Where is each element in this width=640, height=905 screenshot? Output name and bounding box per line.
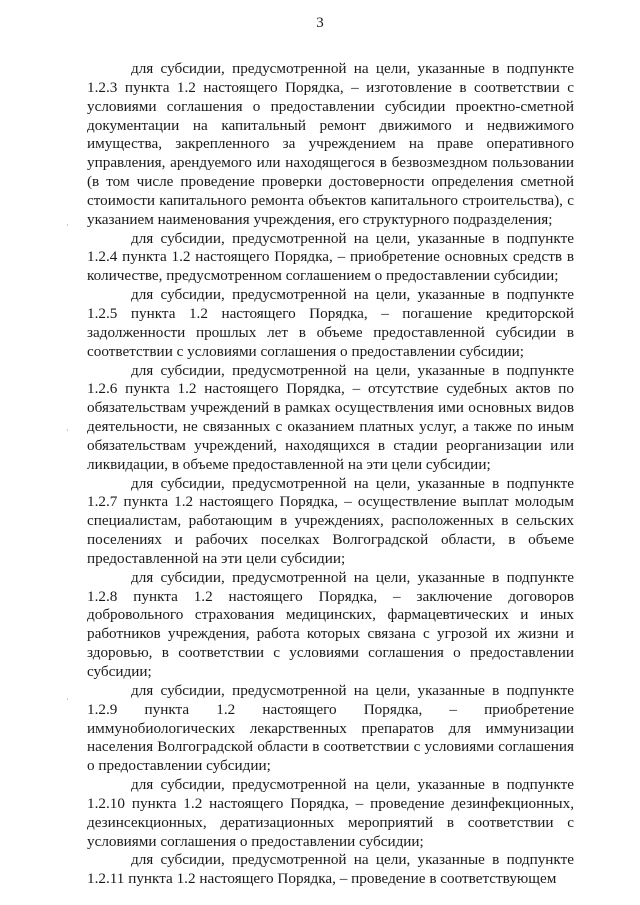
document-body bbox=[87, 60, 574, 889]
paragraph: для субсидии, предусмотренной на цели, указанные в подпункте 1.2.7 пункта 1.2 настоящего Порядка, – осуществление выплат молодым специалистам, работающим в учреждениях, расположенных в сельских поселениях и рабочих поселках Волгоградской области, в объеме предоставленной на эти цели субсидии; bbox=[87, 474, 574, 567]
scan-mark: · bbox=[66, 695, 69, 704]
paragraph: для субсидии, предусмотренной на цели, указанные в подпункте 1.2.5 пункта 1.2 настоящего Порядка, – погашение кредиторской задолженности прошлых лет в объеме предоставленной субсидии в соответствии с условиями соглашения о предоставлении субсидии; bbox=[87, 286, 574, 360]
scan-mark: · bbox=[66, 426, 69, 435]
page-number: 3 bbox=[316, 15, 324, 31]
paragraph: для субсидии, предусмотренной на цели, указанные в подпункте 1.2.6 пункта 1.2 настоящего Порядка, – отсутствие судебных актов по обязательствам учреждений в рамках осуществления ими основных видов деятельности, не связанных с оказанием платных услуг, а также по иным обязательствам учреждений, находящихся в стадии реорганизации или ликвидации, в объеме предоставленной на эти цели субсидии; bbox=[87, 361, 574, 473]
paragraph: для субсидии, предусмотренной на цели, указанные в подпункте 1.2.3 пункта 1.2 настоящего Порядка, – изготовление в соответствии с условиями соглашения о предоставлении субсидии проектно-сметной документации на капитальный ремонт движимого и недвижимого имущества, закрепленного за учреждением на праве оперативного управления, арендуемого или находящегося в безвозмездном пользовании (в том числе проведение проверки достоверности определения сметной стоимости капитального ремонта объектов капитального строительства), с указанием наименования учреждения, его структурного подразделения; bbox=[87, 60, 574, 228]
paragraph: для субсидии, предусмотренной на цели, указанные в подпункте 1.2.4 пункта 1.2 настоящего Порядка, – приобретение основных средств в количестве, предусмотренном соглашением о предоставлении субсидии; bbox=[87, 229, 574, 285]
paragraph: для субсидии, предусмотренной на цели, указанные в подпункте 1.2.9 пункта 1.2 настоящего Порядка, – приобретение иммунобиологических лекарственных препаратов для иммунизации населения Волгоградской области в соответствии с условиями соглашения о предоставлении субсидии; bbox=[87, 681, 574, 775]
paragraph: для субсидии, предусмотренной на цели, указанные в подпункте 1.2.8 пункта 1.2 настоящего Порядка, – заключение договоров добровольного страхования медицинских, фармацевтических и иных работников учреждения, работа которых связана с угрозой их жизни и здоровью, в соответствии с условиями соглашения о предоставлении субсидии; bbox=[87, 568, 574, 680]
scan-mark: · bbox=[66, 221, 69, 230]
paragraph: для субсидии, предусмотренной на цели, указанные в подпункте 1.2.11 пункта 1.2 настоящего Порядка, – проведение в соответствующем bbox=[87, 851, 574, 888]
paragraph: для субсидии, предусмотренной на цели, указанные в подпункте 1.2.10 пункта 1.2 настоящего Порядка, – проведение дезинфекционных, дезинсекционных, дератизационных мероприятий в соответствии с условиями соглашения о предоставлении субсидии; bbox=[87, 776, 574, 850]
